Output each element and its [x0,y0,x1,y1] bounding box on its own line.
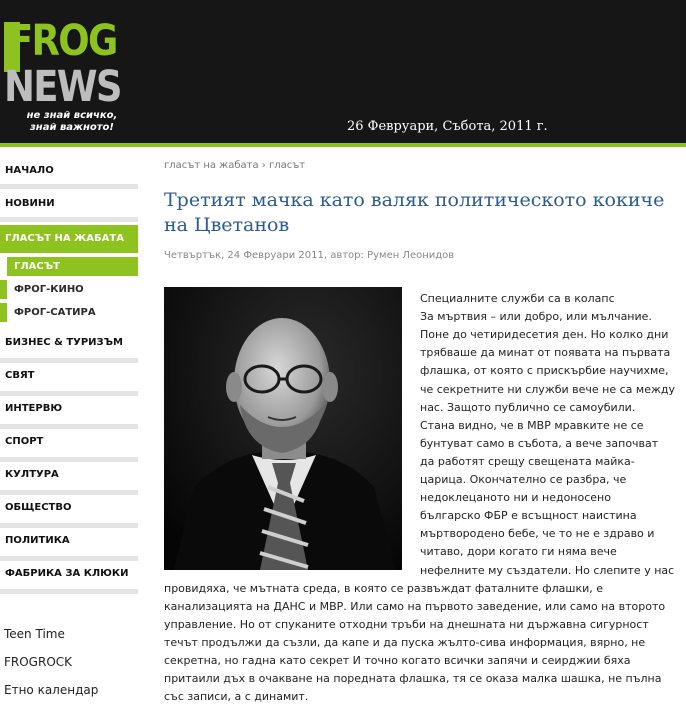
sidebar-subitem-label: ФРОГ-САТИРА [14,307,96,318]
sidebar-item-svyat[interactable] [0,370,138,381]
sidebar-item-label: СВЯТ [5,370,35,381]
logo-tagline [20,110,124,134]
article-body-line: нефелните му създатели. Но слепите у нас [420,563,675,577]
article-body-line: нас. Защото публично се самоубили. [420,400,636,414]
sidebar-item-label: СПОРТ [5,436,44,447]
article-body-line: бунтуват само в събота, а вече започват [420,436,659,450]
article-body-line: За мъртвия – или добро, или мълчание. [420,310,652,324]
sidebar-item-glasat-na-jabata[interactable] [0,225,138,253]
sidebar-item-nachalo[interactable] [0,165,138,176]
divider [0,490,138,495]
divider [0,457,138,462]
sidebar-item-label: НАЧАЛО [5,165,54,176]
sidebar-subitem-frog-satira[interactable] [0,303,138,322]
sidebar-item-obshtestvo[interactable] [0,502,138,513]
site-header [0,0,686,143]
site-logo[interactable] [4,18,122,138]
header-accent-strip [0,143,686,147]
logo-frog-text: FROG [8,16,117,66]
sidebar-item-intervyu[interactable] [0,403,138,414]
divider [0,217,138,222]
sidebar-item-fabrika-za-klyuki[interactable] [0,568,138,579]
sidebar-item-label: ОБЩЕСТВО [5,502,72,513]
subitem-marker [0,303,7,322]
breadcrumb-link-glasat-na-jabata[interactable]: гласът на жабата [164,160,259,171]
sidebar-link-teen-time[interactable]: Teen Time [4,627,65,641]
tagline-line-1: не знай всичко, [26,110,118,121]
article-body-line: Поне до четиридесетия ден. Но колко дни [420,328,669,342]
sidebar-item-novini[interactable] [0,198,138,209]
breadcrumb-separator: › [261,160,266,171]
article-body-line: провидяха, че мътната среда, в която се развъждат фаталните флашки, е [164,581,603,595]
portrait-image [164,287,402,570]
article-body-line: читаво, дори когато ги няма вече [420,545,617,559]
sidebar-item-politika[interactable] [0,535,138,546]
divider [0,358,138,363]
sidebar-item-label: НОВИНИ [5,198,55,209]
article-body-line: канализацията на ДАНС и МВР. Или само на първото заведение, или само на второто [164,599,666,613]
article-body-line: да работят срещу свещената майка- [420,454,635,468]
article-body-line: мъртвородено бебе, че то не е здраво и [420,527,655,541]
sidebar-subitem-label: ФРОГ-КИНО [14,284,84,295]
sidebar-subitem-label: ГЛАСЪТ [14,261,60,272]
article-body-line: българско ФБР е всъщност наистина [420,509,637,523]
divider [0,556,138,561]
sidebar-item-label: ГЛАСЪТ НА ЖАБАТА [5,233,124,244]
article-photo [164,287,402,570]
sidebar-item-biznes-turizam[interactable] [0,337,138,348]
article-body-line: със записи, а с динамит. [164,690,309,704]
article-title-line-2: на Цветанов [164,214,290,236]
tagline-line-2: знай важното! [30,122,114,133]
article-body-line: че секретните ни служби вече не са между [420,382,676,396]
subitem-marker [0,257,7,276]
sidebar-link-frogrock[interactable]: FROGROCK [4,655,73,669]
subitem-marker [0,280,7,299]
sidebar-item-label: ФАБРИКА ЗА КЛЮКИ [5,568,129,579]
breadcrumb-link-glasat[interactable]: гласът [268,160,306,171]
article-title-line-1: Третият мачка като валяк политическото кокиче [164,189,665,211]
logo-news-text: NEWS [4,62,121,112]
article-body-line: управление. Но от спуканите отходни тръби на днешната ни държавна сигурност [164,617,649,631]
sidebar-item-kultura[interactable] [0,469,138,480]
header-date: 26 Февруари, Събота, 2011 г. [347,119,548,134]
breadcrumb [164,160,305,171]
sidebar-subitem-frog-kino[interactable] [0,280,138,299]
article-body-line: флашка, от която с прискърбие научихме, [420,364,669,378]
sidebar-item-label: КУЛТУРА [5,469,59,480]
divider [0,184,138,189]
article-body-line: течът продължи да съзли, да капе и да пуска жълто-сива информация, вярно, не [164,635,646,649]
article-body-line: Стана видно, че в МВР мравките не се [420,418,644,432]
article-meta: Четвъртък, 24 Февруари 2011, автор: Румен Леонидов [164,250,455,261]
article-body-line: притаили дъх в очакване на поредната флашка, тя се оказа малка шашка, не пълна [164,672,662,686]
article-body-line: секретна, но гадна като секрет И точно когато всички запячи и сеирджии бяха [164,654,631,667]
article-body-line: царица. Окончателно се разбра, че [420,473,627,486]
divider [0,589,138,594]
article-body-line: Специалните служби са в колапс [420,292,615,305]
sidebar-item-label: ПОЛИТИКА [5,535,70,546]
divider [0,391,138,396]
sidebar-item-label: БИЗНЕС & ТУРИЗЪМ [5,337,123,348]
divider [0,424,138,429]
sidebar-link-etno-kalendar[interactable]: Етно календар [4,683,99,697]
article-title[interactable] [164,188,674,238]
sidebar-subitem-glasat[interactable] [0,257,138,276]
article-body-line: трябваше да минат от появата на първата [420,346,671,360]
sidebar-item-label: ИНТЕРВЮ [5,403,63,414]
article-body-line: недоклецаното ни и недоносено [420,491,611,505]
divider [0,523,138,528]
sidebar-item-sport[interactable] [0,436,138,447]
